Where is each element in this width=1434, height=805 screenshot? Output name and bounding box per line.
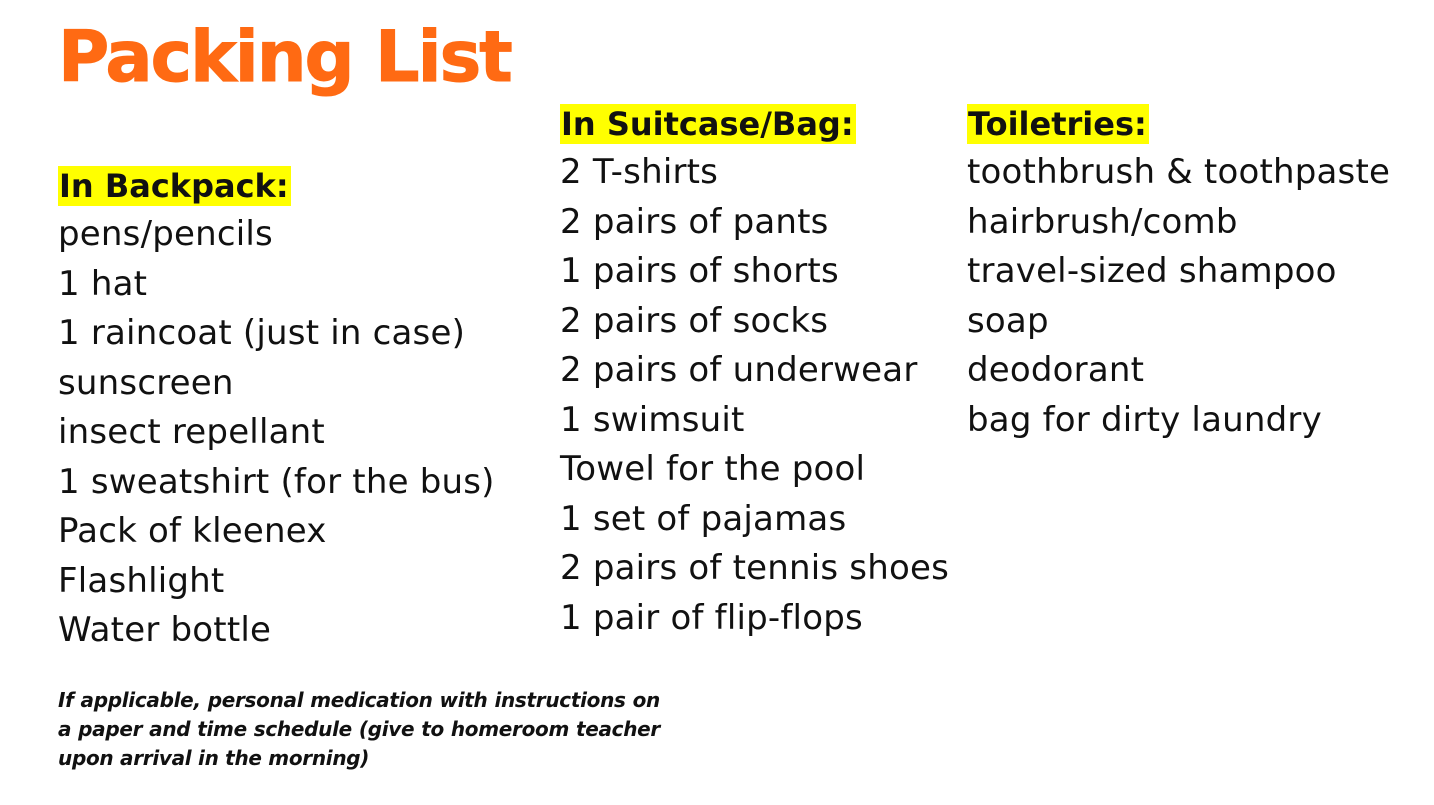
list-item: 2 pairs of underwear (560, 350, 918, 390)
list-item: toothbrush & toothpaste (967, 152, 1391, 192)
list-item: 2 pairs of tennis shoes (560, 548, 949, 588)
list-item: travel-sized shampoo (967, 251, 1337, 291)
list-item: 2 T-shirts (560, 152, 719, 192)
list-item: Flashlight (58, 560, 225, 601)
suitcase-section (560, 104, 949, 643)
toiletries-list (967, 148, 1390, 445)
backpack-list (58, 210, 495, 656)
list-item: 1 set of pajamas (560, 498, 847, 539)
list-item: bag for dirty laundry (967, 399, 1322, 440)
backpack-section (58, 166, 495, 656)
list-item: 1 pair of flip-flops (560, 597, 863, 638)
toiletries-heading: Toiletries: (968, 105, 1147, 143)
list-item: pens/pencils (58, 214, 273, 254)
list-item: hairbrush/comb (967, 201, 1238, 242)
list-item: Pack of kleenex (58, 511, 327, 551)
page-title: Packing List (58, 16, 511, 98)
suitcase-list (560, 148, 949, 643)
list-item: 1 sweatshirt (for the bus) (58, 461, 495, 502)
list-item: 2 pairs of socks (560, 300, 829, 341)
list-item: 1 swimsuit (560, 399, 745, 440)
suitcase-heading: In Suitcase/Bag: (561, 105, 854, 143)
list-item: Water bottle (58, 610, 272, 650)
list-item: insect repellant (58, 412, 325, 452)
list-item: 1 pairs of shorts (560, 251, 839, 291)
list-item: 1 hat (58, 263, 148, 304)
list-item: soap (967, 300, 1049, 341)
list-item: Towel for the pool (560, 449, 866, 489)
toiletries-section (967, 104, 1390, 445)
medication-note: If applicable, personal medication with instructions on a paper and time schedule (give to homeroom teacher upon arrival in the morning) (58, 688, 660, 770)
list-item: 1 raincoat (just in case) (58, 313, 466, 353)
list-item: sunscreen (58, 362, 234, 403)
backpack-heading: In Backpack: (59, 167, 289, 205)
list-item: 2 pairs of pants (560, 201, 829, 242)
list-item: deodorant (967, 350, 1145, 390)
